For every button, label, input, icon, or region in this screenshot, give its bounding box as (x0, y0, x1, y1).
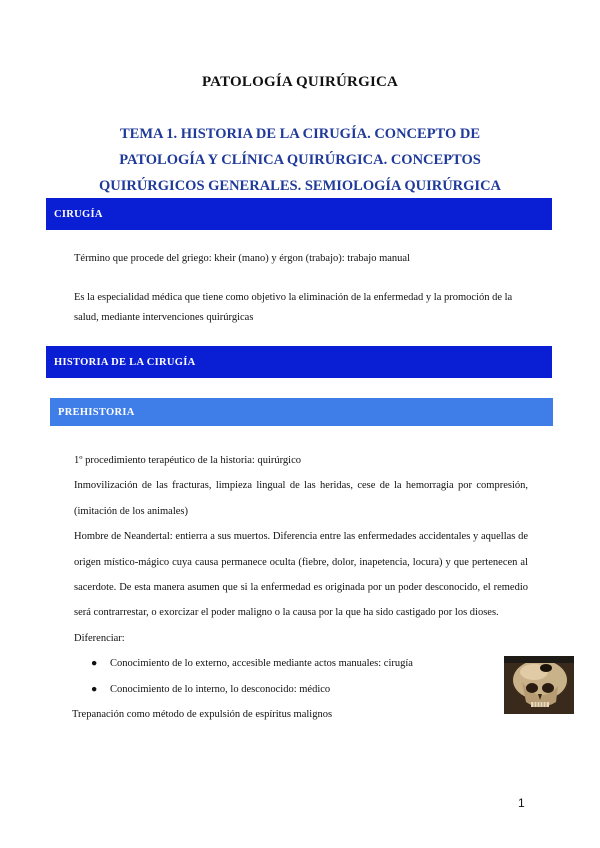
paragraph-diferenciar: Diferenciar: (74, 632, 125, 644)
paragraph-definition: Es la especialidad médica que tiene como objetivo la eliminación de la enfermedad y la promoción de la salud, mediante intervenciones quirúrgicas (74, 292, 513, 323)
paragraph-immobilization: Inmovilización de las fracturas, limpieza lingual de las heridas, cese de la hemorragia por compresión, (imitación de los animales) (74, 480, 528, 517)
paragraph-first-procedure: 1º procedimiento terapéutico de la historia: quirúrgico (74, 455, 301, 466)
section-band-historia (46, 346, 552, 378)
prehistoria-body (74, 448, 528, 727)
subsection-band-prehistoria (50, 398, 553, 426)
tema-line: TEMA 1. HISTORIA DE LA CIRUGÍA. CONCEPTO DE (119, 126, 481, 142)
page-number: 1 (518, 796, 525, 810)
subsection-heading: PREHISTORIA (58, 406, 135, 418)
list-item-text: Conocimiento de lo interno, lo desconocido: médico (110, 683, 331, 695)
bullet-icon: ● (91, 658, 98, 670)
section-band-cirugia (46, 198, 552, 230)
trepanned-skull-photo (504, 656, 574, 714)
list-item-text: Conocimiento de lo externo, accesible mediante actos manuales: cirugía (110, 658, 413, 670)
tema-line: QUIRÚRGICOS GENERALES. SEMIOLOGÍA QUIRÚRGICA (98, 178, 502, 194)
list-item (74, 651, 528, 676)
bullet-list (74, 651, 528, 702)
paragraph-trepanacion: Trepanación como método de expulsión de espíritus malignos (72, 709, 333, 721)
paragraph-neandertal: Hombre de Neandertal: entierra a sus muertos. Diferencia entre las enfermedades accidentales y aquellas de origen místico-mágico cuya causa permanece oculta (fiebre, dolor, inapetencia, locura) y que pertenecen al sacerdote. De esta manera asumen que si la enfermedad es originada por un poder desconocido, el remedio será contrarrestar, o exorcizar el poder maligno o la causa por la que ha sido castigado por los dioses. (74, 531, 528, 619)
bullet-icon: ● (91, 683, 98, 695)
section-heading: HISTORIA DE LA CIRUGÍA (54, 356, 196, 368)
document-title: PATOLOGÍA QUIRÚRGICA (201, 74, 399, 90)
list-item (74, 677, 528, 702)
paragraph-etymology: Término que procede del griego: kheir (mano) y érgon (trabajo): trabajo manual (74, 253, 410, 264)
section-heading: CIRUGÍA (54, 208, 103, 220)
tema-heading (60, 121, 540, 199)
tema-line: PATOLOGÍA Y CLÍNICA QUIRÚRGICA. CONCEPTOS (119, 152, 481, 168)
